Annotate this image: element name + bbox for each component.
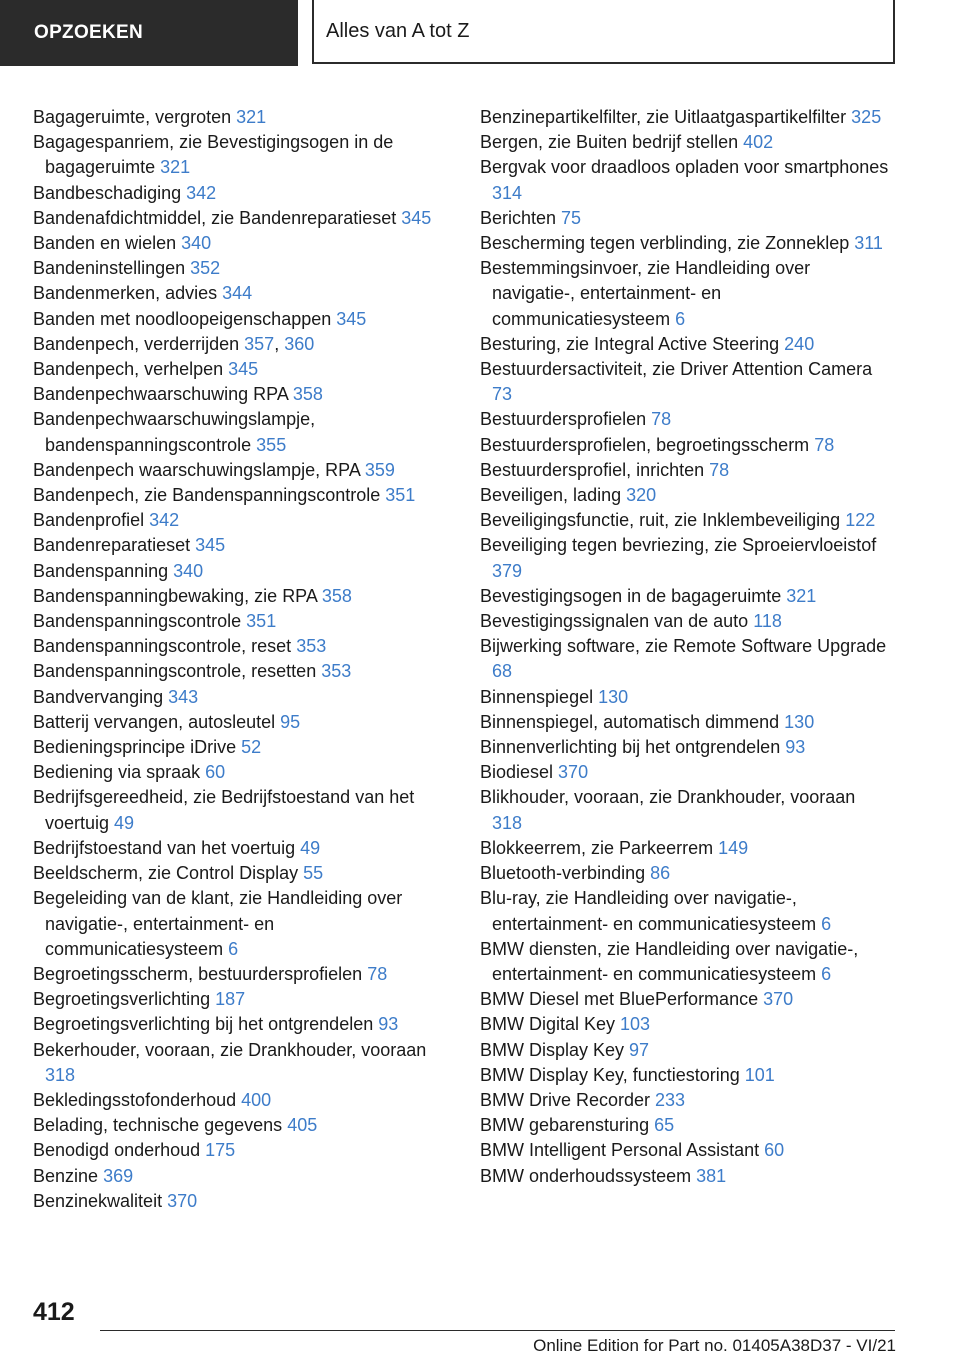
- page-link[interactable]: 321: [236, 107, 267, 127]
- index-term: Bestuurdersprofielen: [480, 409, 652, 430]
- index-entry: [33, 533, 448, 558]
- index-entry: [480, 861, 890, 886]
- index-term: Besturing, zie Integral Active Steering: [480, 333, 785, 354]
- page-link[interactable]: 101: [744, 1064, 775, 1085]
- index-entry: [480, 1113, 890, 1138]
- index-term: Bestuurdersprofielen, begroetingsscherm: [480, 434, 815, 455]
- index-term: Benzinekwaliteit: [33, 1190, 168, 1211]
- page-link[interactable]: 352: [190, 258, 221, 279]
- index-term: Bescherming tegen verblinding, zie Zonneklep: [480, 233, 855, 254]
- index-term: Bevestigingsogen in de bagageruimte: [480, 585, 787, 606]
- page-link[interactable]: 370: [763, 989, 794, 1010]
- index-entry: [33, 987, 448, 1012]
- page-link[interactable]: 342: [186, 182, 217, 203]
- index-entry: [33, 458, 448, 483]
- index-term: Bandenspanningbewaking, zie RPA: [33, 585, 322, 606]
- page-link[interactable]: 103: [620, 1014, 651, 1035]
- index-entry: [33, 836, 448, 861]
- index-entry: [480, 735, 890, 760]
- page-link[interactable]: 97: [629, 1039, 650, 1060]
- page-link[interactable]: 345: [228, 359, 259, 380]
- index-entry: [33, 1138, 448, 1163]
- page-link[interactable]: 122: [845, 510, 876, 531]
- page-link[interactable]: 357: [244, 333, 275, 354]
- page-link[interactable]: 343: [168, 686, 199, 707]
- index-entry: [33, 710, 448, 735]
- index-term: Bagageruimte, vergroten: [33, 107, 237, 127]
- index-entry: [480, 760, 890, 785]
- index-term: Bijwerking software, zie Remote Software Upgrade: [480, 636, 887, 657]
- page-link[interactable]: 65: [654, 1115, 675, 1136]
- index-term: BMW Display Key: [480, 1039, 630, 1060]
- page-link[interactable]: 49: [300, 837, 321, 858]
- page-link[interactable]: 381: [696, 1165, 727, 1186]
- index-entry: [33, 886, 448, 962]
- page-link[interactable]: 175: [205, 1140, 236, 1161]
- index-term: BMW gebarensturing: [480, 1115, 655, 1136]
- page-link[interactable]: 78: [814, 434, 835, 455]
- index-entry: [33, 256, 448, 281]
- index-entry: [480, 1138, 890, 1163]
- index-term: BMW Digital Key: [480, 1014, 621, 1035]
- index-entry: [480, 130, 890, 155]
- page-link[interactable]: 379: [492, 560, 523, 581]
- page-link[interactable]: 73: [492, 384, 513, 405]
- index-term: Begroetingsscherm, bestuurdersprofielen: [33, 963, 368, 984]
- index-entry: [33, 281, 448, 306]
- page-link[interactable]: 360: [284, 333, 315, 354]
- index-entry: [33, 1038, 448, 1088]
- index-entry: [33, 1113, 448, 1138]
- index-term: BMW diensten, zie Handleiding over navigatie-, entertainment- en communicatiesysteem: [480, 938, 859, 984]
- index-entry: [33, 357, 448, 382]
- index-entry: [480, 1164, 890, 1189]
- index-column-left: [33, 105, 448, 1214]
- index-term: BMW Display Key, functiestoring: [480, 1064, 745, 1085]
- index-entry: [33, 206, 448, 231]
- index-term: Bandvervanging: [33, 686, 169, 707]
- index-term: Batterij vervangen, autosleutel: [33, 711, 281, 732]
- index-term: Bandenpechwaarschuwingslampje, bandenspanningscontrole: [33, 409, 316, 455]
- index-term: Bandeninstellingen: [33, 258, 191, 279]
- index-term: Bandenpechwaarschuwing RPA: [33, 384, 293, 405]
- index-term: Bedrijfsgereedheid, zie Bedrijfstoestand van het voertuig: [33, 787, 415, 833]
- index-term: Begeleiding van de klant, zie Handleiding over navigatie-, entertainment- en communicatiesysteem: [33, 888, 403, 959]
- page-link[interactable]: 370: [558, 762, 589, 783]
- page-link[interactable]: 369: [103, 1165, 134, 1186]
- index-entry: [480, 937, 890, 987]
- page-link[interactable]: 187: [215, 989, 246, 1010]
- index-entry: [480, 785, 890, 835]
- index-term: Beveiliging tegen bevriezing, zie Sproeiervloeistof: [480, 535, 877, 556]
- index-entry: [480, 886, 890, 936]
- index-term: BMW Diesel met BluePerformance: [480, 989, 764, 1010]
- index-term: Begroetingsverlichting bij het ontgrendelen: [33, 1014, 379, 1035]
- index-entry: [480, 407, 890, 432]
- index-entry: [480, 458, 890, 483]
- index-term: Bandenpech waarschuwingslampje, RPA: [33, 459, 365, 480]
- index-entry: [33, 231, 448, 256]
- index-entry: [480, 710, 890, 735]
- page-link[interactable]: 130: [784, 711, 815, 732]
- page-link[interactable]: 118: [753, 611, 782, 632]
- index-entry: [480, 105, 890, 130]
- page-link[interactable]: 344: [222, 283, 253, 304]
- index-term: Binnenverlichting bij het ontgrendelen: [480, 737, 786, 758]
- index-entry: [33, 382, 448, 407]
- page-link[interactable]: 6: [821, 963, 832, 984]
- index-term: Belading, technische gegevens: [33, 1115, 288, 1136]
- index-term: Beveiligingsfunctie, ruit, zie Inklembeveiliging: [480, 510, 846, 531]
- index-entry: [33, 685, 448, 710]
- page-link[interactable]: 6: [228, 938, 239, 959]
- page-link[interactable]: 351: [385, 485, 416, 506]
- index-entry: [480, 1063, 890, 1088]
- page-link[interactable]: 233: [655, 1089, 686, 1110]
- index-term: Benzine: [33, 1165, 104, 1186]
- page-link[interactable]: 314: [492, 182, 523, 203]
- index-entry: [33, 634, 448, 659]
- index-term: Bestuurdersprofiel, inrichten: [480, 459, 710, 480]
- page-link[interactable]: 93: [785, 737, 806, 758]
- index-term: Bandenreparatieset: [33, 535, 196, 556]
- index-entry: [33, 130, 448, 180]
- index-term: Beeldscherm, zie Control Display: [33, 863, 304, 884]
- index-term: Bestemmingsinvoer, zie Handleiding over navigatie-, entertainment- en communicatiesysteem: [480, 258, 811, 329]
- index-entry: [480, 433, 890, 458]
- index-entry: [480, 483, 890, 508]
- page-link[interactable]: 149: [718, 837, 749, 858]
- index-column-right: [480, 105, 890, 1189]
- index-term: Banden met noodloopeigenschappen: [33, 308, 337, 329]
- index-term: Bergvak voor draadloos opladen voor smartphones: [480, 157, 889, 178]
- index-entry: [33, 1189, 448, 1214]
- index-entry: [33, 1164, 448, 1189]
- index-entry: [33, 760, 448, 785]
- page-link[interactable]: 75: [561, 207, 582, 228]
- index-entry: [33, 609, 448, 634]
- index-entry: [33, 735, 448, 760]
- index-term: Bergen, zie Buiten bedrijf stellen: [480, 132, 744, 153]
- index-entry: [480, 231, 890, 256]
- index-entry: [480, 155, 890, 205]
- index-term: Bandbeschadiging: [33, 182, 187, 203]
- index-term: Benodigd onderhoud: [33, 1140, 206, 1161]
- page-number: 412: [33, 1298, 75, 1326]
- index-term: Bandenpech, verhelpen: [33, 359, 229, 380]
- index-entry: [480, 357, 890, 407]
- index-entry: [33, 861, 448, 886]
- index-entry: [33, 1088, 448, 1113]
- page-separator: ,: [274, 333, 285, 354]
- index-term: Binnenspiegel: [480, 686, 599, 707]
- index-entry: [33, 307, 448, 332]
- index-entry: [480, 987, 890, 1012]
- page-link[interactable]: 130: [598, 686, 629, 707]
- page-link[interactable]: 321: [786, 585, 817, 606]
- index-term: Bevestigingssignalen van de auto: [480, 611, 754, 632]
- index-entry: [480, 1038, 890, 1063]
- page-link[interactable]: 6: [821, 913, 832, 934]
- index-entry: [33, 559, 448, 584]
- page-link[interactable]: 60: [764, 1140, 785, 1161]
- index-term: Bandenspanningscontrole: [33, 611, 247, 632]
- index-entry: [33, 962, 448, 987]
- page-link[interactable]: 340: [181, 233, 212, 254]
- page-link[interactable]: 311: [854, 233, 883, 254]
- index-term: Bandenpech, verderrijden: [33, 333, 245, 354]
- index-term: Bandenspanningscontrole, reset: [33, 636, 297, 657]
- page-link[interactable]: 402: [743, 132, 774, 153]
- page-link[interactable]: 320: [626, 485, 657, 506]
- index-term: Bandenpech, zie Bandenspanningscontrole: [33, 485, 386, 506]
- index-term: Bediening via spraak: [33, 762, 206, 783]
- index-term: Benzinepartikelfilter, zie Uitlaatgaspartikelfilter: [480, 107, 852, 127]
- index-entry: [33, 483, 448, 508]
- page-link[interactable]: 86: [650, 863, 671, 884]
- edition-footer: Online Edition for Part no. 01405A38D37 - VI/21: [533, 1336, 896, 1355]
- page-link[interactable]: 340: [173, 560, 204, 581]
- page-link[interactable]: 345: [401, 207, 432, 228]
- index-term: Bedrijfstoestand van het voertuig: [33, 837, 301, 858]
- index-term: Biodiesel: [480, 762, 559, 783]
- index-term: Bandenspanningscontrole, resetten: [33, 661, 322, 682]
- page-link[interactable]: 52: [241, 737, 262, 758]
- index-entry: [33, 181, 448, 206]
- index-entry: [480, 332, 890, 357]
- index-term: BMW Drive Recorder: [480, 1089, 656, 1110]
- page-link[interactable]: 55: [303, 863, 324, 884]
- page-link[interactable]: 353: [296, 636, 327, 657]
- page-link[interactable]: 240: [784, 333, 815, 354]
- page-link[interactable]: 370: [167, 1190, 198, 1211]
- page-link[interactable]: 351: [246, 611, 277, 632]
- index-entry: [33, 659, 448, 684]
- index-term: Bluetooth-verbinding: [480, 863, 651, 884]
- index-entry: [480, 609, 890, 634]
- page-link[interactable]: 321: [160, 157, 191, 178]
- index-term: Beveiligen, lading: [480, 485, 627, 506]
- page-link[interactable]: 345: [195, 535, 226, 556]
- index-term: Binnenspiegel, automatisch dimmend: [480, 711, 785, 732]
- page-header: [0, 0, 960, 66]
- index-term: Bandenspanning: [33, 560, 174, 581]
- index-entry: [480, 685, 890, 710]
- index-entry: [480, 584, 890, 609]
- index-term: Berichten: [480, 207, 562, 228]
- index-entry: [480, 256, 890, 332]
- index-term: Blikhouder, vooraan, zie Drankhouder, vooraan: [480, 787, 856, 808]
- page-link[interactable]: 49: [114, 812, 135, 833]
- index-entry: [480, 508, 890, 533]
- index-entry: [33, 332, 448, 357]
- index-term: Blu-ray, zie Handleiding over navigatie-, entertainment- en communicatiesysteem: [480, 888, 822, 934]
- index-entry: [33, 1012, 448, 1037]
- header-title: Alles van A tot Z: [312, 0, 895, 64]
- footer-divider: [100, 1330, 895, 1331]
- page-link[interactable]: 318: [492, 812, 523, 833]
- page-link[interactable]: 342: [149, 510, 180, 531]
- page-link[interactable]: 358: [292, 384, 323, 405]
- index-entry: [33, 105, 448, 130]
- index-entry: [33, 785, 448, 835]
- page-link[interactable]: 359: [364, 459, 395, 480]
- page-link[interactable]: 358: [321, 585, 352, 606]
- index-entry: [480, 1088, 890, 1113]
- page-link[interactable]: 60: [205, 762, 226, 783]
- page-link[interactable]: 78: [367, 963, 388, 984]
- index-entry: [33, 584, 448, 609]
- index-entry: [480, 836, 890, 861]
- index-term: Bekledingsstofonderhoud: [33, 1089, 242, 1110]
- page-link[interactable]: 345: [336, 308, 367, 329]
- index-term: Blokkeerrem, zie Parkeerrem: [480, 837, 719, 858]
- index-entry: [480, 533, 890, 583]
- index-entry: [480, 1012, 890, 1037]
- page-link[interactable]: 6: [675, 308, 686, 329]
- page-link[interactable]: 95: [280, 711, 301, 732]
- page-link[interactable]: 405: [287, 1115, 318, 1136]
- index-entry: [33, 407, 448, 457]
- index-term: Bandenmerken, advies: [33, 283, 223, 304]
- page-link[interactable]: 318: [45, 1064, 76, 1085]
- index-entry: [33, 508, 448, 533]
- page-link[interactable]: 78: [651, 409, 672, 430]
- index-term: Bestuurdersactiviteit, zie Driver Attention Camera: [480, 359, 873, 380]
- page-link[interactable]: 78: [709, 459, 730, 480]
- section-tab: OPZOEKEN: [0, 0, 298, 66]
- index-term: BMW Intelligent Personal Assistant: [480, 1140, 765, 1161]
- page-link[interactable]: 355: [256, 434, 287, 455]
- page-link[interactable]: 353: [321, 661, 352, 682]
- page-link[interactable]: 68: [492, 661, 513, 682]
- index-entry: [480, 206, 890, 231]
- index-term: BMW onderhoudssysteem: [480, 1165, 697, 1186]
- page-link[interactable]: 325: [851, 107, 882, 127]
- index-term: Bandenafdichtmiddel, zie Bandenreparatieset: [33, 207, 402, 228]
- index-term: Bekerhouder, vooraan, zie Drankhouder, vooraan: [33, 1039, 427, 1060]
- index-term: Bagagespanriem, zie Bevestigingsogen in de bagageruimte: [33, 132, 394, 178]
- index-term: Bandenprofiel: [33, 510, 150, 531]
- page-link[interactable]: 400: [241, 1089, 272, 1110]
- page-link[interactable]: 93: [378, 1014, 399, 1035]
- index-entry: [480, 634, 890, 684]
- index-term: Begroetingsverlichting: [33, 989, 216, 1010]
- index-term: Bedieningsprincipe iDrive: [33, 737, 242, 758]
- index-term: Banden en wielen: [33, 233, 182, 254]
